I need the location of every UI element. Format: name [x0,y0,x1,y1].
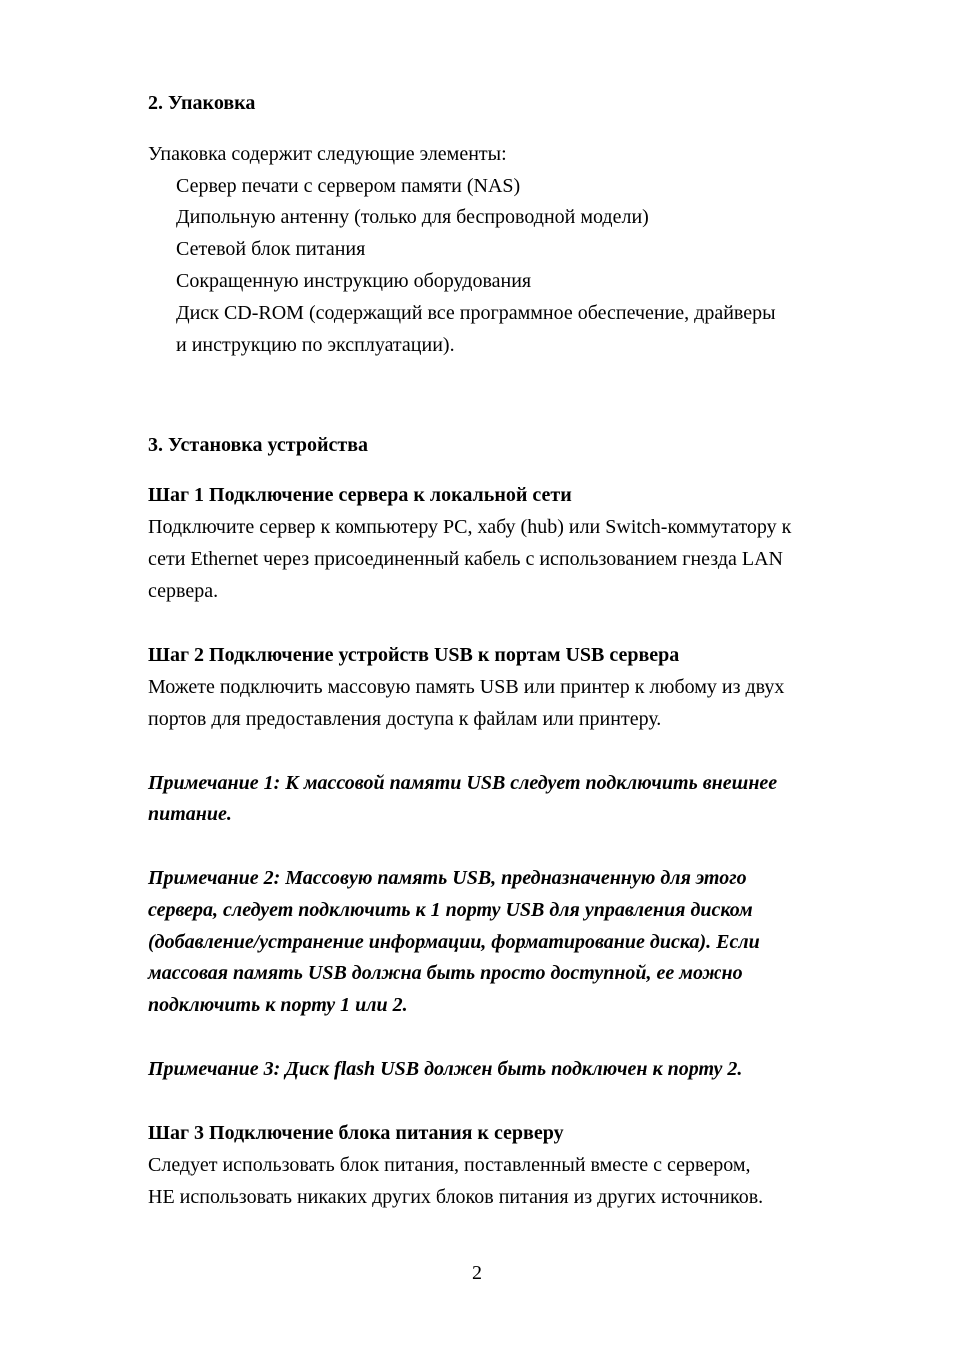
note-2: (добавление/устранение информации, форматирование диска). Если [148,931,760,953]
note-2: подключить к порту 1 или 2. [148,994,408,1016]
step-3-text: НЕ использовать никаких других блоков питания из других источников. [148,1186,764,1208]
package-item: Сетевой блок питания [176,238,366,260]
section-3-heading: 3. Установка устройства [148,434,368,456]
package-intro: Упаковка содержит следующие элементы: [148,143,507,165]
page-number: 2 [472,1262,482,1284]
step-2-title: Шаг 2 Подключение устройств USB к портам USB сервера [148,644,680,666]
step-2-text: Можете подключить массовую память USB или принтер к любому из двух [148,676,785,698]
step-2-text: портов для предоставления доступа к файлам или принтеру. [148,708,662,730]
section-2-heading: 2. Упаковка [148,92,256,114]
package-item: Дипольную антенну (только для беспроводной модели) [176,206,649,228]
note-1: питание. [148,803,232,825]
step-1-text: сети Ethernet через присоединенный кабель с использованием гнезда LAN [148,548,783,570]
note-1: Примечание 1: К массовой памяти USB следует подключить внешнее [148,772,778,794]
package-item: Сервер печати с сервером памяти (NAS) [176,175,521,197]
step-1-title: Шаг 1 Подключение сервера к локальной сети [148,484,572,506]
package-item: Сокращенную инструкцию оборудования [176,270,532,292]
package-item-continuation: и инструкцию по эксплуатации). [176,334,455,356]
step-1-text: сервера. [148,580,219,602]
step-3-text: Следует использовать блок питания, поставленный вместе с сервером, [148,1154,751,1176]
step-1-text: Подключите сервер к компьютеру PC, хабу (hub) или Switch-коммутатору к [148,516,792,538]
note-2: массовая память USB должна быть просто доступной, ее можно [148,962,743,984]
package-item: Диск CD-ROM (содержащий все программное обеспечение, драйверы [176,302,776,324]
note-2: сервера, следует подключить к 1 порту USB для управления диском [148,899,753,921]
note-2: Примечание 2: Массовую память USB, предназначенную для этого [148,867,747,889]
step-3-title: Шаг 3 Подключение блока питания к серверу [148,1122,564,1144]
note-3: Примечание 3: Диск flash USB должен быть подключен к порту 2. [148,1058,743,1080]
